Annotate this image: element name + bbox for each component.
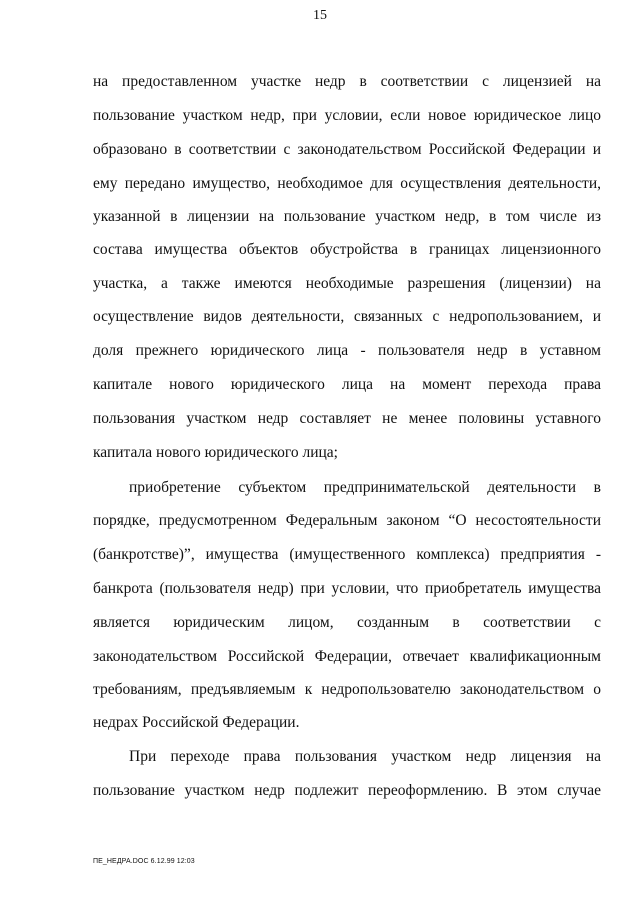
text-line: ему передано имущество, необходимое для осуществления деятельности, [93, 175, 601, 192]
text-line: состава имущества объектов обустройства в границах лицензионного [93, 241, 601, 258]
text-line: банкрота (пользователя недр) при условии, что приобретатель имущества [93, 580, 601, 597]
text-line: на предоставленном участке недр в соответствии с лицензией на [93, 73, 601, 90]
text-line: При переходе права пользования участком недр лицензия на [129, 748, 601, 765]
text-line: капитале нового юридического лица на момент перехода права [93, 376, 601, 393]
footer-filename: ПЕ_НЕДРА.DOC 6.12.99 12:03 [93, 858, 195, 865]
text-line: порядке, предусмотренном Федеральным законом “О несостоятельности [93, 512, 601, 529]
text-line: пользование участком недр подлежит переоформлению. В этом случае [93, 782, 601, 799]
text-line: недрах Российской Федерации. [93, 714, 300, 731]
text-line: пользование участком недр, при условии, если новое юридическое лицо [93, 107, 601, 124]
text-line: приобретение субъектом предпринимательской деятельности в [129, 479, 601, 496]
text-line: осуществление видов деятельности, связанных с недропользованием, и [93, 308, 601, 325]
page-number: 15 [313, 8, 327, 23]
text-line: пользования участком недр составляет не менее половины уставного [93, 410, 601, 427]
text-line: указанной в лицензии на пользование участком недр, в том числе из [93, 208, 601, 225]
text-line: законодательством Российской Федерации, отвечает квалификационным [93, 648, 601, 665]
text-line: (банкротстве)”, имущества (имущественного комплекса) предприятия - [93, 546, 601, 563]
text-line: образовано в соответствии с законодательством Российской Федерации и [93, 141, 601, 158]
text-line: требованиям, предъявляемым к недропользователю законодательством о [93, 681, 601, 698]
text-line: является юридическим лицом, созданным в соответствии с [93, 614, 601, 631]
text-line: капитала нового юридического лица; [93, 444, 338, 461]
text-line: участка, а также имеются необходимые разрешения (лицензии) на [93, 275, 601, 292]
text-line: доля прежнего юридического лица - пользователя недр в уставном [93, 342, 601, 359]
